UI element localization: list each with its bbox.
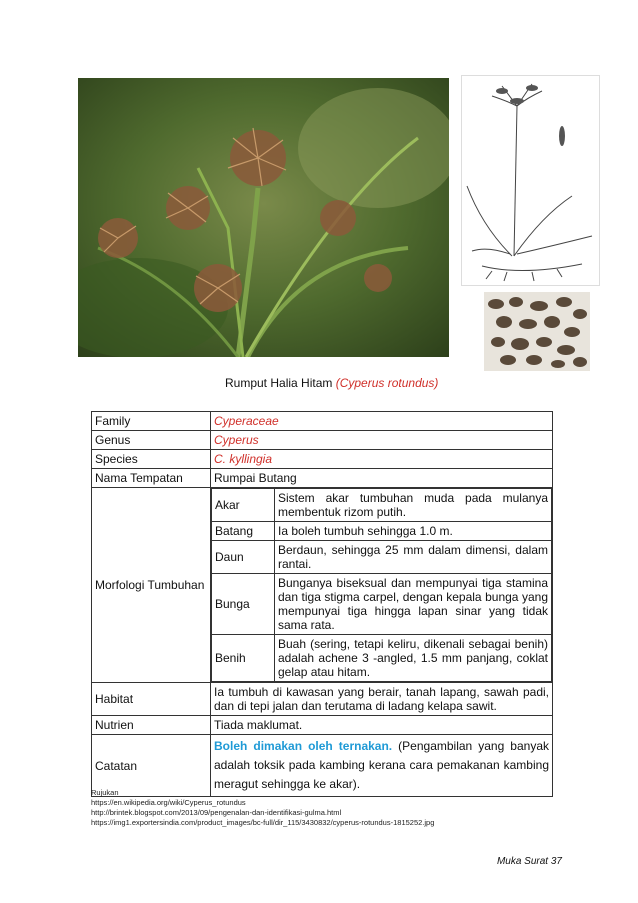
list-item <box>212 635 552 682</box>
figure-caption <box>225 376 438 390</box>
part-label: Daun <box>212 541 275 574</box>
list-item <box>212 522 552 541</box>
table-row <box>92 412 553 431</box>
morfologi-subtable <box>211 488 552 682</box>
species-info-table <box>91 411 553 797</box>
local-name-value: Rumpai Butang <box>211 469 553 488</box>
references-title: Rujukan <box>91 788 119 797</box>
catatan-highlight: Boleh dimakan oleh ternakan. <box>214 739 393 753</box>
part-label: Bunga <box>212 574 275 635</box>
table-row <box>92 683 553 716</box>
part-label: Batang <box>212 522 275 541</box>
reference-link[interactable]: http://brintek.blogspot.com/2013/09/pengenalan-dan-identifikasi-gulma.html <box>91 808 342 817</box>
table-row <box>92 450 553 469</box>
table-row <box>92 488 553 683</box>
family-value: Cyperaceae <box>211 412 553 431</box>
part-desc: Sistem akar tumbuhan muda pada mulanya membentuk rizom putih. <box>275 489 552 522</box>
row-label: Nutrien <box>92 716 211 735</box>
page-number: Muka Surat 37 <box>496 856 562 867</box>
part-desc: Buah (sering, tetapi keliru, dikenali sebagai benih) adalah achene 3 -angled, 1.5 mm panjang, coklat gelap atau hitam. <box>275 635 552 682</box>
list-item <box>212 489 552 522</box>
part-label: Benih <box>212 635 275 682</box>
morfologi-cell <box>211 488 553 683</box>
nutrien-value: Tiada maklumat. <box>211 716 553 735</box>
table-row <box>92 431 553 450</box>
scientific-name: (Cyperus rotundus) <box>335 376 439 390</box>
references <box>91 788 434 828</box>
plant-photo <box>78 78 449 357</box>
part-desc: Berdaun, sehingga 25 mm dalam dimensi, dalam rantai. <box>275 541 552 574</box>
row-label: Genus <box>92 431 211 450</box>
part-desc: Bunganya biseksual dan mempunyai tiga stamina dan tiga stigma carpel, dengan kepala bunga yang mempunyai tiga hingga lapan sinar yang tidak sama rata. <box>275 574 552 635</box>
list-item <box>212 574 552 635</box>
habitat-value: Ia tumbuh di kawasan yang berair, tanah lapang, sawah padi, dan di tepi jalan dan terutama di ladang kelapa sawit. <box>211 683 553 716</box>
morfologi-label: Morfologi Tumbuhan <box>92 488 211 683</box>
part-label: Akar <box>212 489 275 522</box>
row-label: Catatan <box>92 735 211 797</box>
genus-value: Cyperus <box>211 431 553 450</box>
tubers-photo <box>484 292 590 371</box>
species-value: C. kyllingia <box>211 450 553 469</box>
row-label: Family <box>92 412 211 431</box>
reference-link[interactable]: https://img1.exportersindia.com/product_images/bc-full/dir_115/3430832/cyperus-rotundus-1815252.jpg <box>91 818 435 827</box>
reference-link[interactable]: https://en.wikipedia.org/wiki/Cyperus_rotundus <box>91 798 246 807</box>
table-row <box>92 716 553 735</box>
part-desc: Ia boleh tumbuh sehingga 1.0 m. <box>275 522 552 541</box>
table-row <box>92 469 553 488</box>
catatan-rest: (Pengambilan yang banyak adalah toksik pada kambing kerana cara pemakanan kambing meragut sehingga ke akar). <box>214 739 549 791</box>
row-label: Species <box>92 450 211 469</box>
row-label: Nama Tempatan <box>92 469 211 488</box>
row-label: Habitat <box>92 683 211 716</box>
common-name: Rumput Halia Hitam <box>225 376 333 390</box>
botanical-illustration <box>461 75 600 286</box>
list-item <box>212 541 552 574</box>
